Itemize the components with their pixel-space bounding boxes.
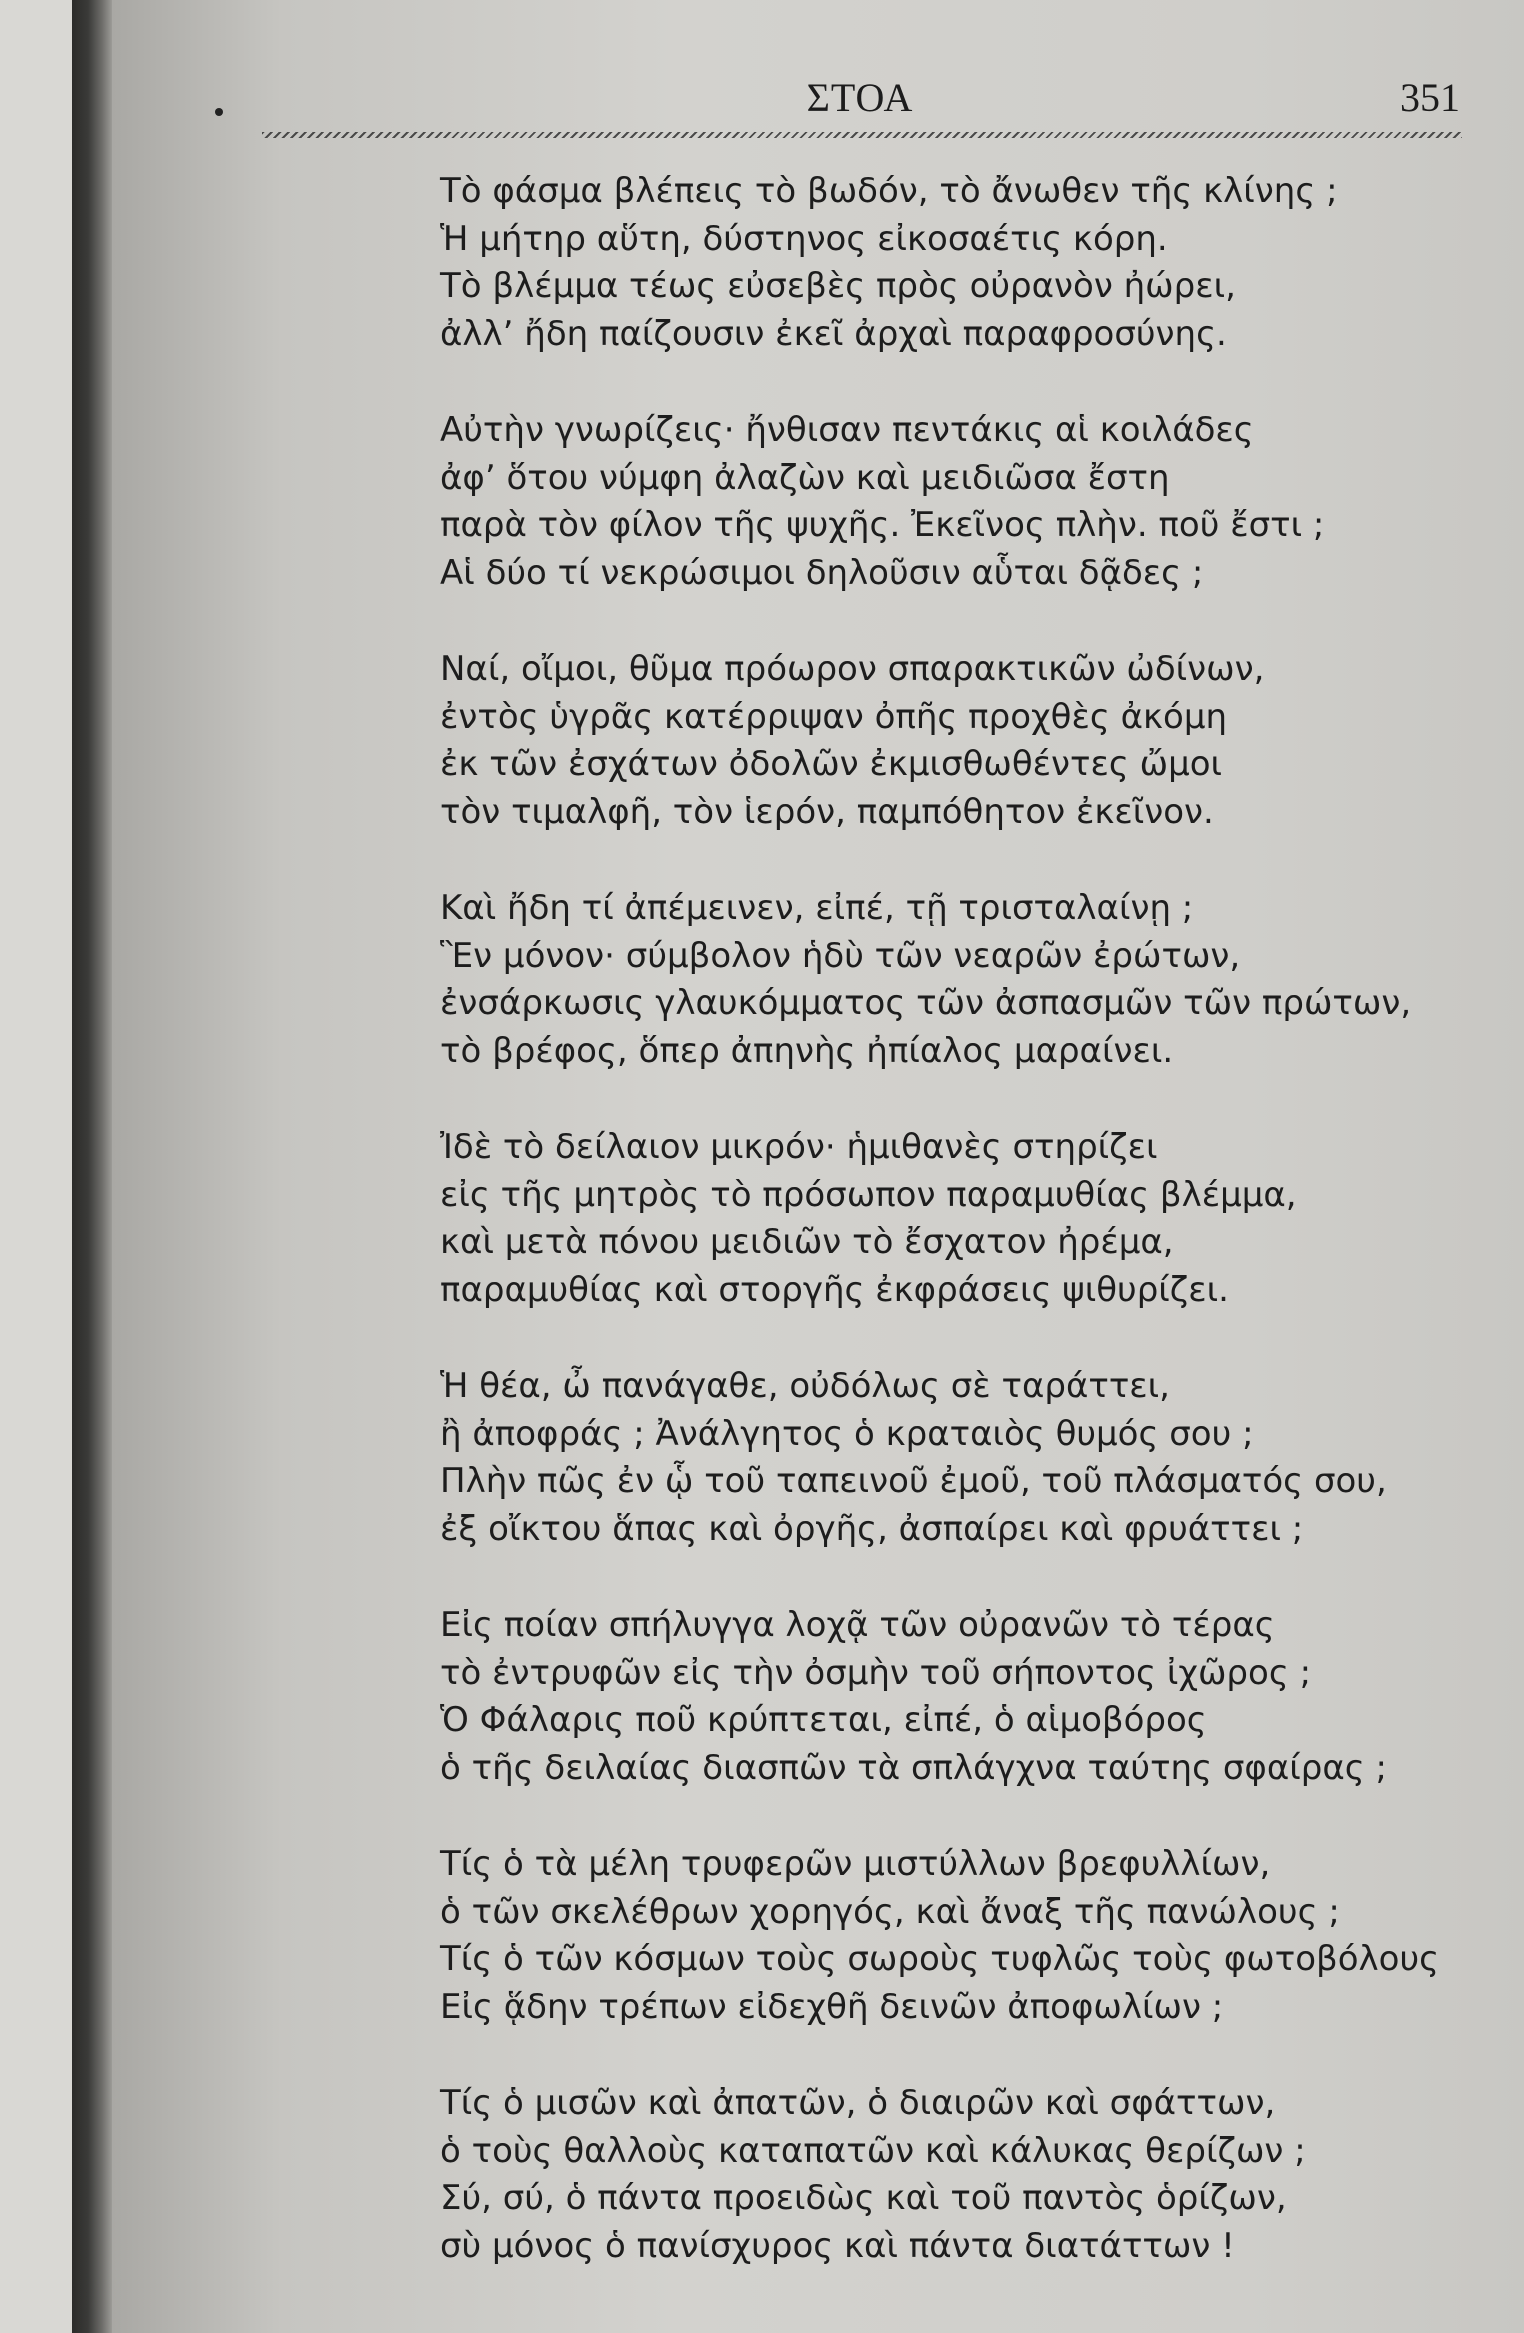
header-rule [262, 132, 1462, 138]
poem-line: Τὸ βλέμμα τέως εὐσεβὲς πρὸς οὐρανὸν ἠώρει, [440, 266, 1236, 306]
stanza-4 [440, 885, 1440, 1075]
poem-line: τὸ βρέφος, ὅπερ ἀπηνὴς ἠπίαλος μαραίνει. [440, 1030, 1174, 1071]
poem-line: Ὁ Φάλαρις ποῦ κρύπτεται, εἰπέ, ὁ αἱμοβόρος [440, 1700, 1207, 1740]
poem-line: ἀφ’ ὅτου νύμφη ἀλαζὼν καὶ μειδιῶσα ἔστη [440, 457, 1170, 498]
page-margin-edge [0, 0, 72, 2333]
poem-line: σὺ μόνος ὁ πανίσχυρος καὶ πάντα διατάττων ! [440, 2225, 1235, 2266]
poem-line: τὸ ἐντρυφῶν εἰς τὴν ὀσμὴν τοῦ σήποντος ἰχῶρος ; [440, 1652, 1312, 1693]
poem-line: Πλὴν πῶς ἐν ᾧ τοῦ ταπεινοῦ ἐμοῦ, τοῦ πλάσματός σου, [440, 1461, 1387, 1501]
stanza-5 [440, 1124, 1440, 1314]
poem-line: καὶ μετὰ πόνου μειδιῶν τὸ ἔσχατον ἠρέμα, [440, 1222, 1174, 1262]
poem-line: Τίς ὁ τῶν κόσμων τοὺς σωροὺς τυφλῶς τοὺς φωτοβόλους [440, 1939, 1440, 1979]
poem-line: Ἓν μόνον· σύμβολον ἡδὺ τῶν νεαρῶν ἐρώτων, [440, 935, 1241, 976]
poem-line: παραμυθίας καὶ στοργῆς ἐκφράσεις ψιθυρίζει. [440, 1269, 1229, 1310]
poem-line: Τὸ φάσμα βλέπεις τὸ βωδόν, τὸ ἄνωθεν τῆς κλίνης ; [440, 171, 1338, 211]
poem-line: ἐντὸς ὑγρᾶς κατέρριψαν ὀπῆς προχθὲς ἀκόμη [440, 696, 1228, 737]
poem-line: ἐξ οἴκτου ἅπας καὶ ὀργῆς, ἀσπαίρει καὶ φρυάττει ; [440, 1508, 1304, 1549]
running-title: ΣΤΟΑ [806, 75, 914, 120]
poem-line: ἐνσάρκωσις γλαυκόμματος τῶν ἀσπασμῶν τῶν πρώτων, [440, 983, 1412, 1023]
poem-line: Ναί, οἴμοι, θῦμα πρόωρον σπαρακτικῶν ὠδίνων, [440, 649, 1265, 689]
poem-line: ἢ ἀποφράς ; Ἀνάλγητος ὁ κραταιὸς θυμός σου ; [440, 1413, 1254, 1454]
poem-line: ὁ τῆς δειλαίας διασπῶν τὰ σπλάγχνα ταύτης σφαίρας ; [440, 1747, 1387, 1788]
poem-line: τὸν τιμαλφῆ, τὸν ἱερόν, παμπόθητον ἐκεῖνον. [440, 791, 1214, 832]
stanza-2 [440, 407, 1440, 597]
header-dot [215, 108, 223, 116]
poem-line: ὁ τοὺς θαλλοὺς καταπατῶν καὶ κάλυκας θερίζων ; [440, 2130, 1306, 2171]
poem-line: Εἰς ποίαν σπήλυγγα λοχᾷ τῶν οὐρανῶν τὸ τέρας [440, 1605, 1275, 1645]
poem-line: Ἡ μήτηρ αὕτη, δύστηνος εἰκοσαέτις κόρη. [440, 218, 1168, 259]
poem-line: Τίς ὁ τὰ μέλη τρυφερῶν μιστύλλων βρεφυλλίων, [440, 1844, 1271, 1884]
stanza-8 [440, 1841, 1440, 2031]
poem-line: παρὰ τὸν φίλον τῆς ψυχῆς. Ἐκεῖνος πλὴν. ποῦ ἔστι ; [440, 505, 1325, 545]
poem-line: Εἰς ᾅδην τρέπων εἰδεχθῆ δεινῶν ἀποφωλίων ; [440, 1986, 1224, 2027]
poem-line: εἰς τῆς μητρὸς τὸ πρόσωπον παραμυθίας βλέμμα, [440, 1174, 1297, 1215]
poem-line: ἐκ τῶν ἐσχάτων ὀδολῶν ἐκμισθωθέντες ὤμοι [440, 744, 1223, 784]
poem-line: Ἡ θέα, ὦ πανάγαθε, οὐδόλως σὲ ταράττει, [440, 1366, 1170, 1406]
poem-line: ὁ τῶν σκελέθρων χορηγός, καὶ ἄναξ τῆς πανώλους ; [440, 1891, 1340, 1932]
stanza-7 [440, 1602, 1440, 1792]
stanza-3 [440, 646, 1440, 836]
stanza-9 [440, 2080, 1440, 2270]
poem-line: Σύ, σύ, ὁ πάντα προειδὼς καὶ τοῦ παντὸς ὁρίζων, [440, 2178, 1287, 2218]
page-number: 351 [1400, 75, 1460, 120]
poem-line: Τίς ὁ μισῶν καὶ ἀπατῶν, ὁ διαιρῶν καὶ σφάττων, [440, 2083, 1276, 2123]
poem-line: ἀλλ’ ἤδη παίζουσιν ἐκεῖ ἀρχαὶ παραφροσύνης. [440, 313, 1227, 354]
book-spine-shadow [72, 0, 112, 2333]
poem-line: Καὶ ἤδη τί ἀπέμεινεν, εἰπέ, τῇ τρισταλαίνῃ ; [440, 888, 1194, 928]
poem-body [440, 168, 1440, 2319]
stanza-6 [440, 1363, 1440, 1553]
poem-line: Ἰδὲ τὸ δείλαιον μικρόν· ἡμιθανὲς στηρίζει [440, 1127, 1158, 1167]
poem-line: Αὐτὴν γνωρίζεις· ἤνθισαν πεντάκις αἱ κοιλάδες [440, 410, 1254, 450]
poem-line: Αἱ δύο τί νεκρώσιμοι δηλοῦσιν αὗται δᾷδες ; [440, 552, 1204, 593]
stanza-1 [440, 168, 1440, 358]
